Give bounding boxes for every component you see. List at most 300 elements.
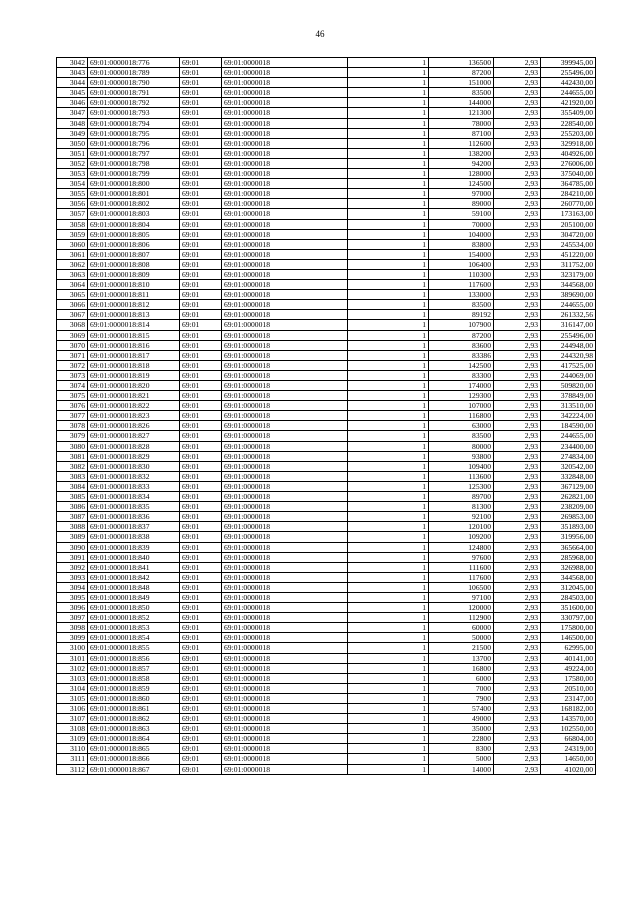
cadastral-number-cell: 69:01:0000018:849 <box>88 592 180 602</box>
row-number-cell: 3108 <box>57 724 88 734</box>
cadastral-number-cell: 69:01:0000018:835 <box>88 502 180 512</box>
amount-cell: 330797,00 <box>541 613 596 623</box>
area-cell: 14000 <box>429 764 494 774</box>
row-number-cell: 3102 <box>57 663 88 673</box>
area-cell: 21500 <box>429 643 494 653</box>
count-cell: 1 <box>348 734 429 744</box>
rate-cell: 2,93 <box>494 613 541 623</box>
district-code-cell: 69:01 <box>180 714 222 724</box>
cadastral-number-cell: 69:01:0000018:806 <box>88 239 180 249</box>
area-cell: 78000 <box>429 118 494 128</box>
district-code-cell: 69:01 <box>180 391 222 401</box>
rate-cell: 2,93 <box>494 492 541 502</box>
cadastral-quarter-cell: 69:01:0000018 <box>222 401 348 411</box>
cadastral-quarter-cell: 69:01:0000018 <box>222 613 348 623</box>
district-code-cell: 69:01 <box>180 471 222 481</box>
rate-cell: 2,93 <box>494 572 541 582</box>
cadastral-quarter-cell: 69:01:0000018 <box>222 280 348 290</box>
cadastral-quarter-cell: 69:01:0000018 <box>222 88 348 98</box>
table-row <box>57 734 596 744</box>
table-row <box>57 552 596 562</box>
rate-cell: 2,93 <box>494 512 541 522</box>
area-cell: 120000 <box>429 603 494 613</box>
row-number-cell: 3092 <box>57 562 88 572</box>
amount-cell: 244948,00 <box>541 340 596 350</box>
table-row <box>57 592 596 602</box>
cadastral-quarter-cell: 69:01:0000018 <box>222 118 348 128</box>
count-cell: 1 <box>348 411 429 421</box>
row-number-cell: 3106 <box>57 704 88 714</box>
row-number-cell: 3054 <box>57 179 88 189</box>
table-row <box>57 108 596 118</box>
table-row <box>57 542 596 552</box>
row-number-cell: 3074 <box>57 381 88 391</box>
table-row <box>57 249 596 259</box>
district-code-cell: 69:01 <box>180 532 222 542</box>
district-code-cell: 69:01 <box>180 68 222 78</box>
cadastral-number-cell: 69:01:0000018:836 <box>88 512 180 522</box>
rate-cell: 2,93 <box>494 431 541 441</box>
count-cell: 1 <box>348 239 429 249</box>
table-row <box>57 300 596 310</box>
district-code-cell: 69:01 <box>180 381 222 391</box>
district-code-cell: 69:01 <box>180 522 222 532</box>
count-cell: 1 <box>348 502 429 512</box>
cadastral-number-cell: 69:01:0000018:841 <box>88 562 180 572</box>
cadastral-number-cell: 69:01:0000018:828 <box>88 441 180 451</box>
count-cell: 1 <box>348 128 429 138</box>
cadastral-number-cell: 69:01:0000018:852 <box>88 613 180 623</box>
row-number-cell: 3079 <box>57 431 88 441</box>
row-number-cell: 3091 <box>57 552 88 562</box>
row-number-cell: 3071 <box>57 350 88 360</box>
cadastral-quarter-cell: 69:01:0000018 <box>222 128 348 138</box>
area-cell: 81300 <box>429 502 494 512</box>
count-cell: 1 <box>348 148 429 158</box>
cadastral-number-cell: 69:01:0000018:776 <box>88 58 180 68</box>
cadastral-number-cell: 69:01:0000018:798 <box>88 158 180 168</box>
area-cell: 83500 <box>429 431 494 441</box>
cadastral-quarter-cell: 69:01:0000018 <box>222 148 348 158</box>
district-code-cell: 69:01 <box>180 744 222 754</box>
district-code-cell: 69:01 <box>180 592 222 602</box>
district-code-cell: 69:01 <box>180 401 222 411</box>
district-code-cell: 69:01 <box>180 280 222 290</box>
district-code-cell: 69:01 <box>180 653 222 663</box>
amount-cell: 378849,00 <box>541 391 596 401</box>
count-cell: 1 <box>348 532 429 542</box>
cadastral-number-cell: 69:01:0000018:794 <box>88 118 180 128</box>
amount-cell: 184590,00 <box>541 421 596 431</box>
cadastral-quarter-cell: 69:01:0000018 <box>222 633 348 643</box>
amount-cell: 62995,00 <box>541 643 596 653</box>
table-row <box>57 88 596 98</box>
amount-cell: 262821,00 <box>541 492 596 502</box>
row-number-cell: 3044 <box>57 78 88 88</box>
area-cell: 8300 <box>429 744 494 754</box>
amount-cell: 284503,00 <box>541 592 596 602</box>
amount-cell: 255496,00 <box>541 330 596 340</box>
cadastral-quarter-cell: 69:01:0000018 <box>222 310 348 320</box>
amount-cell: 351893,00 <box>541 522 596 532</box>
count-cell: 1 <box>348 179 429 189</box>
area-cell: 154000 <box>429 249 494 259</box>
area-cell: 110300 <box>429 269 494 279</box>
count-cell: 1 <box>348 704 429 714</box>
table-row <box>57 653 596 663</box>
district-code-cell: 69:01 <box>180 704 222 714</box>
rate-cell: 2,93 <box>494 259 541 269</box>
amount-cell: 319956,00 <box>541 532 596 542</box>
count-cell: 1 <box>348 562 429 572</box>
amount-cell: 365664,00 <box>541 542 596 552</box>
area-cell: 63000 <box>429 421 494 431</box>
rate-cell: 2,93 <box>494 300 541 310</box>
cadastral-number-cell: 69:01:0000018:789 <box>88 68 180 78</box>
cadastral-quarter-cell: 69:01:0000018 <box>222 431 348 441</box>
cadastral-quarter-cell: 69:01:0000018 <box>222 754 348 764</box>
cadastral-quarter-cell: 69:01:0000018 <box>222 471 348 481</box>
rate-cell: 2,93 <box>494 744 541 754</box>
table-row <box>57 370 596 380</box>
count-cell: 1 <box>348 118 429 128</box>
rate-cell: 2,93 <box>494 98 541 108</box>
area-cell: 83800 <box>429 239 494 249</box>
count-cell: 1 <box>348 512 429 522</box>
table-row <box>57 310 596 320</box>
area-cell: 138200 <box>429 148 494 158</box>
cadastral-quarter-cell: 69:01:0000018 <box>222 421 348 431</box>
cadastral-quarter-cell: 69:01:0000018 <box>222 693 348 703</box>
count-cell: 1 <box>348 370 429 380</box>
cadastral-number-cell: 69:01:0000018:810 <box>88 280 180 290</box>
cadastral-number-cell: 69:01:0000018:815 <box>88 330 180 340</box>
row-number-cell: 3077 <box>57 411 88 421</box>
district-code-cell: 69:01 <box>180 148 222 158</box>
row-number-cell: 3058 <box>57 219 88 229</box>
table-row <box>57 350 596 360</box>
cadastral-number-cell: 69:01:0000018:795 <box>88 128 180 138</box>
district-code-cell: 69:01 <box>180 229 222 239</box>
area-cell: 128000 <box>429 169 494 179</box>
cadastral-quarter-cell: 69:01:0000018 <box>222 138 348 148</box>
row-number-cell: 3084 <box>57 481 88 491</box>
rate-cell: 2,93 <box>494 714 541 724</box>
area-cell: 136500 <box>429 58 494 68</box>
district-code-cell: 69:01 <box>180 613 222 623</box>
district-code-cell: 69:01 <box>180 492 222 502</box>
count-cell: 1 <box>348 441 429 451</box>
amount-cell: 269853,00 <box>541 512 596 522</box>
district-code-cell: 69:01 <box>180 249 222 259</box>
cadastral-number-cell: 69:01:0000018:855 <box>88 643 180 653</box>
row-number-cell: 3083 <box>57 471 88 481</box>
table-row <box>57 138 596 148</box>
cadastral-quarter-cell: 69:01:0000018 <box>222 209 348 219</box>
cadastral-quarter-cell: 69:01:0000018 <box>222 219 348 229</box>
rate-cell: 2,93 <box>494 350 541 360</box>
area-cell: 121300 <box>429 108 494 118</box>
amount-cell: 276006,00 <box>541 158 596 168</box>
row-number-cell: 3086 <box>57 502 88 512</box>
area-cell: 57400 <box>429 704 494 714</box>
cadastral-number-cell: 69:01:0000018:808 <box>88 259 180 269</box>
cadastral-number-cell: 69:01:0000018:807 <box>88 249 180 259</box>
row-number-cell: 3055 <box>57 189 88 199</box>
cadastral-quarter-cell: 69:01:0000018 <box>222 108 348 118</box>
rate-cell: 2,93 <box>494 724 541 734</box>
rate-cell: 2,93 <box>494 532 541 542</box>
district-code-cell: 69:01 <box>180 754 222 764</box>
cadastral-number-cell: 69:01:0000018:867 <box>88 764 180 774</box>
cadastral-quarter-cell: 69:01:0000018 <box>222 542 348 552</box>
row-number-cell: 3073 <box>57 370 88 380</box>
rate-cell: 2,93 <box>494 451 541 461</box>
cadastral-quarter-cell: 69:01:0000018 <box>222 764 348 774</box>
table-row <box>57 623 596 633</box>
rate-cell: 2,93 <box>494 603 541 613</box>
cadastral-quarter-cell: 69:01:0000018 <box>222 552 348 562</box>
area-cell: 50000 <box>429 633 494 643</box>
row-number-cell: 3043 <box>57 68 88 78</box>
cadastral-number-cell: 69:01:0000018:832 <box>88 471 180 481</box>
rate-cell: 2,93 <box>494 88 541 98</box>
cadastral-number-cell: 69:01:0000018:839 <box>88 542 180 552</box>
district-code-cell: 69:01 <box>180 582 222 592</box>
area-cell: 6000 <box>429 673 494 683</box>
amount-cell: 17580,00 <box>541 673 596 683</box>
count-cell: 1 <box>348 330 429 340</box>
table-row <box>57 431 596 441</box>
table-row <box>57 613 596 623</box>
cadastral-number-cell: 69:01:0000018:829 <box>88 451 180 461</box>
district-code-cell: 69:01 <box>180 542 222 552</box>
table-row <box>57 572 596 582</box>
district-code-cell: 69:01 <box>180 239 222 249</box>
cadastral-number-cell: 69:01:0000018:802 <box>88 199 180 209</box>
rate-cell: 2,93 <box>494 754 541 764</box>
count-cell: 1 <box>348 471 429 481</box>
cadastral-number-cell: 69:01:0000018:818 <box>88 360 180 370</box>
table-row <box>57 582 596 592</box>
rate-cell: 2,93 <box>494 653 541 663</box>
count-cell: 1 <box>348 522 429 532</box>
cadastral-quarter-cell: 69:01:0000018 <box>222 704 348 714</box>
cadastral-quarter-cell: 69:01:0000018 <box>222 320 348 330</box>
rate-cell: 2,93 <box>494 269 541 279</box>
amount-cell: 244655,00 <box>541 88 596 98</box>
amount-cell: 146500,00 <box>541 633 596 643</box>
area-cell: 89700 <box>429 492 494 502</box>
amount-cell: 404926,00 <box>541 148 596 158</box>
district-code-cell: 69:01 <box>180 310 222 320</box>
district-code-cell: 69:01 <box>180 88 222 98</box>
cadastral-quarter-cell: 69:01:0000018 <box>222 643 348 653</box>
cadastral-quarter-cell: 69:01:0000018 <box>222 169 348 179</box>
area-cell: 92100 <box>429 512 494 522</box>
table-row <box>57 128 596 138</box>
district-code-cell: 69:01 <box>180 451 222 461</box>
district-code-cell: 69:01 <box>180 340 222 350</box>
cadastral-number-cell: 69:01:0000018:858 <box>88 673 180 683</box>
count-cell: 1 <box>348 663 429 673</box>
count-cell: 1 <box>348 481 429 491</box>
cadastral-number-cell: 69:01:0000018:820 <box>88 381 180 391</box>
table-row <box>57 492 596 502</box>
table-row <box>57 704 596 714</box>
row-number-cell: 3064 <box>57 280 88 290</box>
count-cell: 1 <box>348 219 429 229</box>
amount-cell: 332848,00 <box>541 471 596 481</box>
cadastral-quarter-cell: 69:01:0000018 <box>222 360 348 370</box>
amount-cell: 316147,00 <box>541 320 596 330</box>
cadastral-number-cell: 69:01:0000018:826 <box>88 421 180 431</box>
cadastral-quarter-cell: 69:01:0000018 <box>222 370 348 380</box>
amount-cell: 320542,00 <box>541 461 596 471</box>
cadastral-quarter-cell: 69:01:0000018 <box>222 158 348 168</box>
table-row <box>57 209 596 219</box>
area-cell: 107000 <box>429 401 494 411</box>
cadastral-quarter-cell: 69:01:0000018 <box>222 502 348 512</box>
area-cell: 97600 <box>429 552 494 562</box>
rate-cell: 2,93 <box>494 401 541 411</box>
area-cell: 112900 <box>429 613 494 623</box>
district-code-cell: 69:01 <box>180 683 222 693</box>
count-cell: 1 <box>348 88 429 98</box>
count-cell: 1 <box>348 421 429 431</box>
table-row <box>57 381 596 391</box>
cadastral-number-cell: 69:01:0000018:865 <box>88 744 180 754</box>
table-row <box>57 502 596 512</box>
amount-cell: 244069,00 <box>541 370 596 380</box>
cadastral-quarter-cell: 69:01:0000018 <box>222 391 348 401</box>
area-cell: 106500 <box>429 582 494 592</box>
count-cell: 1 <box>348 108 429 118</box>
amount-cell: 285968,00 <box>541 552 596 562</box>
cadastral-quarter-cell: 69:01:0000018 <box>222 441 348 451</box>
rate-cell: 2,93 <box>494 542 541 552</box>
district-code-cell: 69:01 <box>180 461 222 471</box>
count-cell: 1 <box>348 269 429 279</box>
area-cell: 7000 <box>429 683 494 693</box>
amount-cell: 421920,00 <box>541 98 596 108</box>
amount-cell: 442430,00 <box>541 78 596 88</box>
table-row <box>57 259 596 269</box>
rate-cell: 2,93 <box>494 330 541 340</box>
cadastral-quarter-cell: 69:01:0000018 <box>222 58 348 68</box>
table-row <box>57 714 596 724</box>
rate-cell: 2,93 <box>494 219 541 229</box>
count-cell: 1 <box>348 310 429 320</box>
cadastral-quarter-cell: 69:01:0000018 <box>222 724 348 734</box>
cadastral-number-cell: 69:01:0000018:803 <box>88 209 180 219</box>
count-cell: 1 <box>348 623 429 633</box>
count-cell: 1 <box>348 451 429 461</box>
cadastral-number-cell: 69:01:0000018:862 <box>88 714 180 724</box>
district-code-cell: 69:01 <box>180 481 222 491</box>
district-code-cell: 69:01 <box>180 300 222 310</box>
area-cell: 120100 <box>429 522 494 532</box>
area-cell: 97000 <box>429 189 494 199</box>
cadastral-number-cell: 69:01:0000018:861 <box>88 704 180 714</box>
count-cell: 1 <box>348 552 429 562</box>
table-row <box>57 290 596 300</box>
area-cell: 94200 <box>429 158 494 168</box>
district-code-cell: 69:01 <box>180 98 222 108</box>
district-code-cell: 69:01 <box>180 108 222 118</box>
rate-cell: 2,93 <box>494 239 541 249</box>
table-row <box>57 98 596 108</box>
area-cell: 13700 <box>429 653 494 663</box>
row-number-cell: 3096 <box>57 603 88 613</box>
rate-cell: 2,93 <box>494 693 541 703</box>
district-code-cell: 69:01 <box>180 370 222 380</box>
rate-cell: 2,93 <box>494 179 541 189</box>
cadastral-quarter-cell: 69:01:0000018 <box>222 592 348 602</box>
area-cell: 109400 <box>429 461 494 471</box>
cadastral-number-cell: 69:01:0000018:816 <box>88 340 180 350</box>
cadastral-number-cell: 69:01:0000018:817 <box>88 350 180 360</box>
cadastral-number-cell: 69:01:0000018:863 <box>88 724 180 734</box>
count-cell: 1 <box>348 249 429 259</box>
cadastral-quarter-cell: 69:01:0000018 <box>222 330 348 340</box>
row-number-cell: 3060 <box>57 239 88 249</box>
area-cell: 89192 <box>429 310 494 320</box>
cadastral-quarter-cell: 69:01:0000018 <box>222 572 348 582</box>
rate-cell: 2,93 <box>494 148 541 158</box>
district-code-cell: 69:01 <box>180 421 222 431</box>
rate-cell: 2,93 <box>494 189 541 199</box>
count-cell: 1 <box>348 492 429 502</box>
row-number-cell: 3051 <box>57 148 88 158</box>
cadastral-quarter-cell: 69:01:0000018 <box>222 481 348 491</box>
area-cell: 60000 <box>429 623 494 633</box>
amount-cell: 509820,00 <box>541 381 596 391</box>
cadastral-number-cell: 69:01:0000018:848 <box>88 582 180 592</box>
district-code-cell: 69:01 <box>180 643 222 653</box>
area-cell: 112600 <box>429 138 494 148</box>
amount-cell: 364785,00 <box>541 179 596 189</box>
cadastral-number-cell: 69:01:0000018:792 <box>88 98 180 108</box>
registry-table-body <box>57 58 596 775</box>
count-cell: 1 <box>348 290 429 300</box>
rate-cell: 2,93 <box>494 552 541 562</box>
district-code-cell: 69:01 <box>180 350 222 360</box>
row-number-cell: 3088 <box>57 522 88 532</box>
table-row <box>57 239 596 249</box>
cadastral-quarter-cell: 69:01:0000018 <box>222 381 348 391</box>
count-cell: 1 <box>348 189 429 199</box>
district-code-cell: 69:01 <box>180 189 222 199</box>
district-code-cell: 69:01 <box>180 290 222 300</box>
cadastral-number-cell: 69:01:0000018:819 <box>88 370 180 380</box>
amount-cell: 14650,00 <box>541 754 596 764</box>
amount-cell: 326988,00 <box>541 562 596 572</box>
cadastral-number-cell: 69:01:0000018:799 <box>88 169 180 179</box>
amount-cell: 355409,00 <box>541 108 596 118</box>
amount-cell: 168182,00 <box>541 704 596 714</box>
cadastral-quarter-cell: 69:01:0000018 <box>222 603 348 613</box>
amount-cell: 245534,00 <box>541 239 596 249</box>
row-number-cell: 3075 <box>57 391 88 401</box>
amount-cell: 49224,00 <box>541 663 596 673</box>
cadastral-number-cell: 69:01:0000018:864 <box>88 734 180 744</box>
count-cell: 1 <box>348 754 429 764</box>
district-code-cell: 69:01 <box>180 128 222 138</box>
district-code-cell: 69:01 <box>180 320 222 330</box>
cadastral-number-cell: 69:01:0000018:842 <box>88 572 180 582</box>
area-cell: 35000 <box>429 724 494 734</box>
